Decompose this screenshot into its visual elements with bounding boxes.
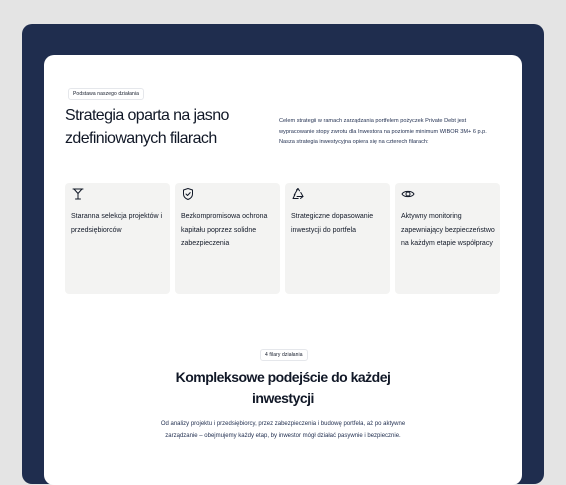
section-title: Kompleksowe podejście do każdej inwestycji — [175, 369, 391, 406]
feature-card-strategy — [285, 183, 390, 294]
shield-check-icon — [181, 187, 195, 201]
feature-text: Aktywny monitoring zapewniający bezpieczeństwo na każdym etapie współpracy — [401, 213, 495, 247]
eye-icon — [401, 187, 415, 201]
section-badge: Podstawa naszego działania — [68, 88, 144, 100]
page-title: Strategia oparta na jasno zdefiniowanych filarach — [65, 107, 229, 147]
section-description: Od analizy projektu i przedsiębiorcy, przez zabezpieczenia i budowę portfela, aż po aktywne zarządzanie – obejmujemy każdy etap, by inwestor mógł działać pasywnie i bezpiecznie. — [160, 421, 406, 439]
recycle-triangle-icon — [291, 187, 305, 201]
feature-card-monitoring — [395, 183, 500, 294]
filter-funnel-icon — [71, 187, 85, 201]
feature-text: Bezkompromisowa ochrona kapitału poprzez solidne zabezpieczenia — [181, 213, 268, 247]
feature-card-selection — [65, 183, 170, 294]
feature-card-protection — [175, 183, 280, 294]
intro-paragraph: Celem strategii w ramach zarządzania portfelem pożyczek Private Debt jest wypracowanie stopy zwrotu dla Inwestora na poziomie minimum WIBOR 3M+ 6 p.p. Nasza strategia inwestycyjna opiera się na czterech filarach: — [279, 118, 487, 145]
section-badge: 4 filary działania — [260, 349, 308, 361]
feature-text: Staranna selekcja projektów i przedsiębiorców — [71, 213, 163, 234]
feature-text: Strategiczne dopasowanie inwestycji do portfela — [291, 213, 374, 234]
